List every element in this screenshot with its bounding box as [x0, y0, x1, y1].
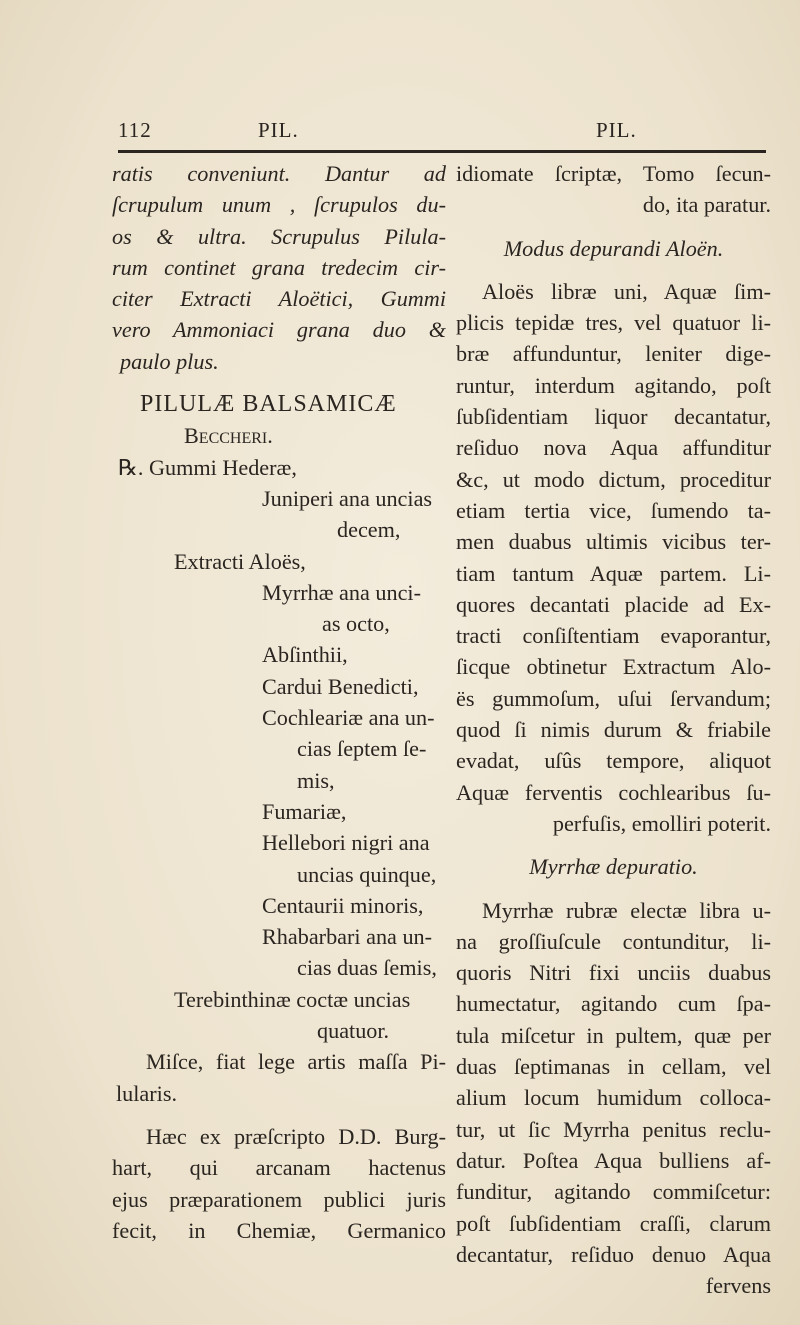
- right-column: [456, 158, 771, 1301]
- text-line: Aquæ ferventis cochlearibus ſu-: [456, 779, 771, 805]
- left-column: [112, 158, 446, 1246]
- text-line: decem,: [337, 517, 401, 543]
- text-line: Abſinthii,: [262, 642, 348, 668]
- text-line: hart, qui arcanam hactenus: [112, 1155, 446, 1181]
- paragraph-gap: [112, 1109, 446, 1121]
- text-line: Rhabarbari ana un-: [262, 924, 433, 950]
- text-line: quores decantati placide ad Ex-: [456, 591, 771, 617]
- text-line: quod ſi nimis durum & friabile: [456, 717, 771, 743]
- paragraph-gap: [456, 221, 771, 233]
- text-line: quoris Nitri fixi unciis duabus: [456, 960, 771, 986]
- text-line: os & ultra. Scrupulus Pilula-: [112, 223, 446, 249]
- text-line: ës gummoſum, uſui ſervandum;: [456, 685, 771, 711]
- text-line: datur. Poſtea Aqua bulliens af-: [456, 1147, 771, 1173]
- text-line: Myrrhæ depuratio.: [529, 854, 698, 880]
- text-line: Cardui Benedicti,: [262, 673, 419, 699]
- text-line: Modus depurandi Aloën.: [503, 235, 724, 261]
- text-line: paulo plus.: [120, 348, 219, 374]
- text-line: plicis tepidæ tres, vel quatuor li-: [456, 310, 771, 336]
- text-line: ſcrupulum unum , ſcrupulos du-: [112, 192, 446, 218]
- text-line: Centaurii minoris,: [262, 892, 424, 918]
- text-line: Hellebori nigri ana: [262, 830, 430, 856]
- text-line: poſt ſubſidentiam craſſi, clarum: [456, 1210, 771, 1236]
- text-line: ſicque obtinetur Extractum Alo-: [456, 654, 771, 680]
- header-rule: [118, 150, 766, 153]
- text-line: etiam tertia vice, ſumendo ta-: [456, 497, 771, 523]
- text-line: idiomate ſcriptæ, Tomo ſecun-: [456, 161, 771, 186]
- running-header: [118, 118, 768, 148]
- text-line: citer Extracti Aloëtici, Gummi: [112, 286, 446, 312]
- right-running-title: PIL.: [596, 118, 637, 142]
- text-line: Myrrhæ ana unci-: [262, 579, 421, 605]
- text-line: runtur, interdum agitando, poſt: [456, 372, 771, 398]
- text-line: funditur, agitando commiſcetur:: [456, 1179, 771, 1205]
- text-line: alium locum humidum colloca-: [456, 1085, 771, 1111]
- left-running-title: PIL.: [258, 118, 299, 142]
- text-line: Juniperi ana uncias: [262, 485, 433, 511]
- text-line: Terebinthinæ coctæ uncias: [174, 986, 411, 1012]
- text-line: ſubſidentiam liquor decantatur,: [456, 404, 771, 430]
- text-line: as octo,: [322, 611, 390, 637]
- text-line: tracti conſiſtentiam evaporantur,: [456, 623, 771, 649]
- text-line: humectatur, agitando cum ſpa-: [456, 991, 771, 1017]
- text-line: tula miſcetur in pultem, quæ per: [456, 1022, 771, 1048]
- text-line: rum continet grana tredecim cir-: [112, 254, 446, 280]
- text-line: quatuor.: [317, 1018, 390, 1044]
- text-line: duas ſeptimanas in cellam, vel: [456, 1054, 771, 1080]
- text-line: ratis conveniunt. Dantur ad: [112, 161, 446, 186]
- text-line: ℞. Gummi Hederæ,: [118, 454, 297, 480]
- text-line: PILULÆ BALSAMICÆ: [140, 391, 397, 418]
- paragraph-gap: [456, 264, 771, 276]
- text-line: Fumariæ,: [262, 798, 347, 824]
- text-line: Miſce, fiat lege artis maſſa Pi-: [146, 1049, 446, 1075]
- text-line: men duabus ultimis vicibus ter-: [456, 529, 771, 555]
- text-line: do, ita paratur.: [642, 192, 771, 218]
- text-line: ejus præparationem publici juris: [112, 1186, 446, 1212]
- text-line: fervens: [705, 1273, 771, 1299]
- text-line: Myrrhæ rubræ electæ libra u-: [482, 897, 771, 923]
- text-line: bræ affunduntur, leniter dige-: [456, 341, 771, 367]
- text-line: fecit, in Chemiæ, Germanico: [112, 1217, 446, 1243]
- text-line: Hæc ex præſcripto D.D. Burg-: [146, 1123, 446, 1149]
- text-line: Beccheri.: [184, 423, 273, 449]
- text-line: lularis.: [116, 1080, 178, 1106]
- text-line: Aloës libræ uni, Aquæ ſim-: [482, 278, 771, 304]
- text-line: Extracti Aloës,: [174, 548, 306, 574]
- text-line: Cochleariæ ana un-: [262, 705, 435, 731]
- paragraph-gap: [456, 883, 771, 895]
- text-line: cias ſeptem ſe-: [297, 736, 427, 762]
- text-line: vero Ammoniaci grana duo &: [112, 317, 446, 343]
- text-line: &c, ut modo dictum, proceditur: [456, 466, 771, 492]
- text-line: tiam tantum Aquæ partem. Li-: [456, 560, 771, 586]
- text-line: mis,: [297, 767, 335, 793]
- text-line: perfuſis, emolliri poterit.: [552, 810, 771, 836]
- paragraph-gap: [456, 839, 771, 851]
- text-line: cias duas ſemis,: [297, 955, 437, 981]
- text-line: decantatur, reſiduo denuo Aqua: [456, 1241, 771, 1267]
- text-line: reſiduo nova Aqua affunditur: [456, 435, 771, 461]
- page-number: 112: [118, 118, 152, 142]
- text-line: evadat, uſûs tempore, aliquot: [456, 748, 771, 774]
- text-line: tur, ut ſic Myrrha penitus reclu-: [456, 1116, 771, 1142]
- paragraph-gap: [112, 377, 446, 389]
- text-line: uncias quinque,: [297, 861, 437, 887]
- text-line: na groſſiuſcule contunditur, li-: [456, 928, 771, 954]
